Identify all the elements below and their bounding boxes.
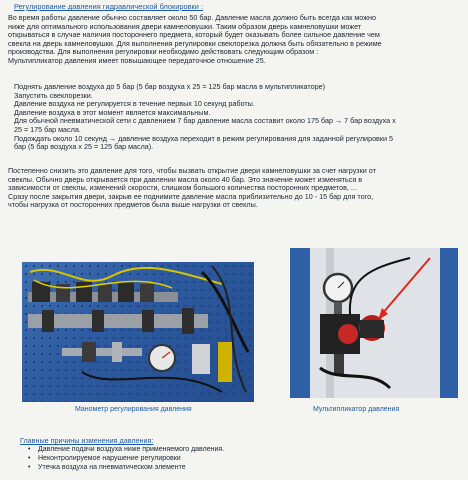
list-item: • Утечка воздуха на пневматическом элементе xyxy=(28,464,224,473)
text-line: Сразу после закрытия двери, закрыв ее поднимите давление масла приблизительно до 10 - 15 бар для того, xyxy=(8,191,374,201)
text-line: Запустить свеклорезки. xyxy=(14,90,93,100)
text-line: Давление воздуха в этот момент является максимальным. xyxy=(14,107,211,117)
intro-paragraph xyxy=(8,14,460,66)
text-line: Мультипликатор давления имеет повышающее передаточное отношение 25. xyxy=(8,55,266,65)
text-line: Для обычной пневматической сети с давлением 7 бар давление масла составит около 175 бар → 7 бар воздуха x xyxy=(14,116,396,126)
section-title: Регулирование давления гидравлической блокировки : xyxy=(14,2,204,11)
list-item: • Неконтролируемое нарушение регулировки xyxy=(28,455,224,464)
text-line: свекла на дверь камнеловушки. Для выполнения регулировки свеклорезка должна быть обязательно в режиме xyxy=(8,38,382,48)
causes-title: Главные причины изменения давления: xyxy=(20,436,154,445)
text-line: 25 = 175 бар масла. xyxy=(14,124,81,134)
pressure-gauge-caption: Манометр регулирования давления xyxy=(75,406,192,413)
list-item: • Давление подачи воздуха ниже применяемого давления. xyxy=(28,446,224,455)
text-line: Подождать около 10 секунд → давление воздуха переходит в режим регулирования для заданной регулировки 5 xyxy=(14,133,394,143)
steps-block xyxy=(14,83,396,152)
text-line: Давление воздуха не регулируется в течение первых 10 секунд работы. xyxy=(14,99,255,109)
text-line: ниже для оптимального использования двери камнеловушки. Таким образом дверь камнеловушки может xyxy=(8,21,362,31)
text-line: Поднять давление воздуха до 5 бар (5 бар воздуха x 25 = 125 бар масла в мультипликаторе) xyxy=(14,82,325,91)
text-line: Во время работы давление обычно составляет около 50 бар. Давление масла должно быть всегда как можно xyxy=(8,13,376,22)
pressure-multiplier-photo xyxy=(290,248,458,398)
text-line: бар (5 бар воздуха x 25 = 125 бар масла). xyxy=(14,142,154,152)
text-line: свеклы. Обычно дверь открывается при давлении масла около 40 бар. Это значение может изменяться в xyxy=(8,174,363,184)
pressure-gauge-panel-photo xyxy=(22,262,254,402)
text-line: чтобы нагрузка от посторонних предметов была выше нагрузки от свеклы. xyxy=(8,200,258,210)
panel-illustration xyxy=(22,262,254,402)
text-line: Постепенно снизить это давление для того, чтобы вызвать открытие двери камнеловушки за счет нагрузки от xyxy=(8,166,376,175)
text-line: открываться в случае наличия постороннего предмета, который будет оказывать более сильное давление чем xyxy=(8,30,380,40)
text-line: производства. Для выполнения регулировки необходимо действовать следующим образом : xyxy=(8,47,319,57)
text-line: зависимости от свеклы, изменений скорости, слишком большого количества посторонних предметов, ... xyxy=(8,183,357,193)
pressure-multiplier-caption: Мультипликатор давления xyxy=(313,406,400,413)
adjust-block xyxy=(8,167,376,210)
causes-list xyxy=(28,446,224,472)
multiplier-illustration xyxy=(290,248,458,398)
